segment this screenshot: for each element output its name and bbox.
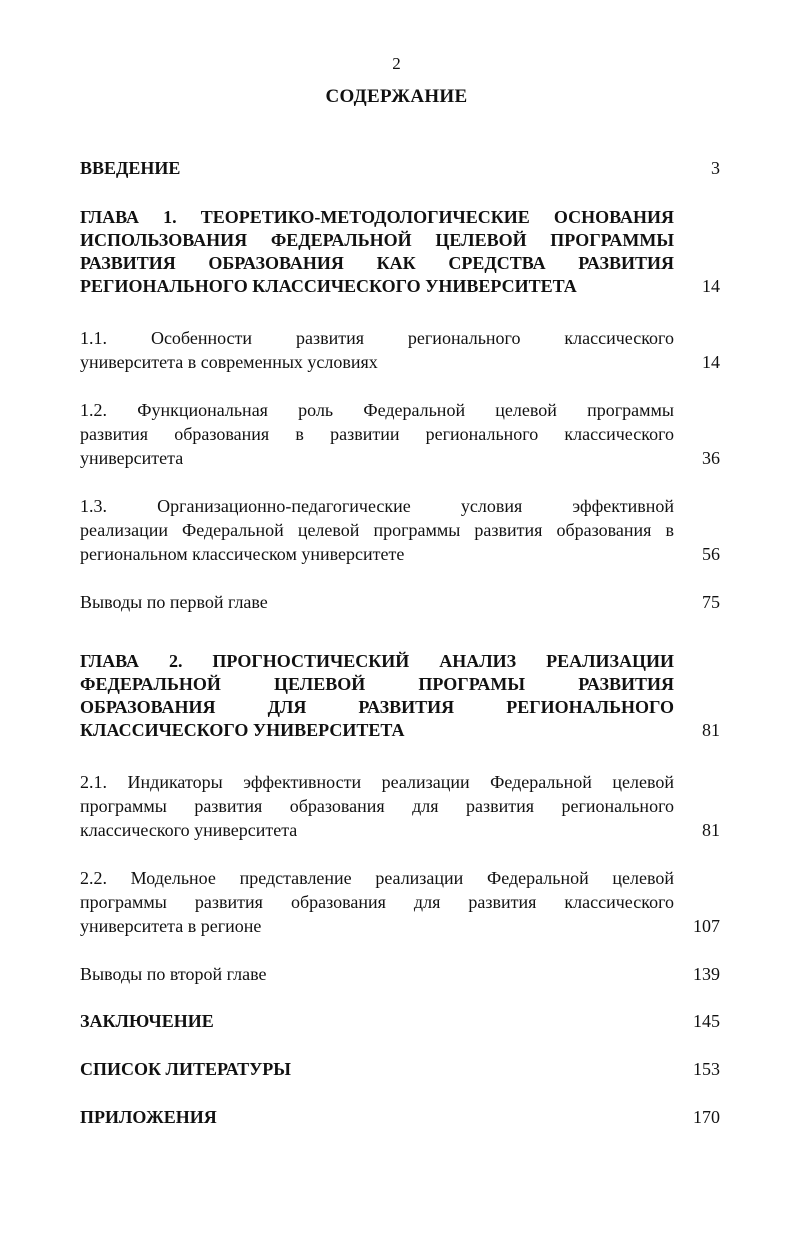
toc-entry-line: университета	[80, 448, 184, 468]
toc-page-number: 75	[702, 592, 720, 612]
toc-page-number: 36	[702, 448, 720, 468]
toc-entry-line: реализации Федеральной целевой программы развития образования в	[80, 520, 674, 540]
toc-entry-line: ИСПОЛЬЗОВАНИЯ ФЕДЕРАЛЬНОЙ ЦЕЛЕВОЙ ПРОГРАММЫ	[80, 230, 674, 250]
toc-entry-line: 2.1. Индикаторы эффективности реализации Федеральной целевой	[80, 772, 674, 792]
toc-entry-introduction	[80, 157, 720, 180]
toc-entry-line: программы развития образования для развития регионального	[80, 796, 674, 816]
toc-entry-line: региональном классическом университете	[80, 544, 405, 564]
toc-entry-line: 1.1. Особенности развития регионального классического	[80, 328, 674, 348]
toc-entry-line: КЛАССИЧЕСКОГО УНИВЕРСИТЕТА	[80, 720, 405, 740]
toc-entry-conclusion	[80, 1010, 720, 1033]
toc-entry-line: классического университета	[80, 820, 298, 840]
toc-entry-line: РЕГИОНАЛЬНОГО КЛАССИЧЕСКОГО УНИВЕРСИТЕТА	[80, 276, 577, 296]
toc-page-number: 139	[693, 964, 720, 984]
toc-entry-section-2-2	[80, 866, 720, 938]
toc-entry-line: ВВЕДЕНИЕ	[80, 158, 181, 178]
toc-page-number: 107	[693, 916, 720, 936]
toc-entry-line: университета в современных условиях	[80, 352, 378, 372]
toc-entry-section-1-2	[80, 398, 720, 470]
toc-entry-chapter-1	[80, 206, 720, 298]
page-number: 2	[392, 54, 401, 73]
toc-entry-line: университета в регионе	[80, 916, 262, 936]
page-title: СОДЕРЖАНИЕ	[325, 86, 468, 107]
toc-entry-appendices	[80, 1106, 720, 1129]
toc-page-number: 145	[693, 1011, 720, 1031]
toc-entry-conclusions-1	[80, 590, 720, 614]
toc-entry-line: развития образования в развитии регионального классического	[80, 424, 674, 444]
toc-entry-line: ФЕДЕРАЛЬНОЙ ЦЕЛЕВОЙ ПРОГРАМЫ РАЗВИТИЯ	[80, 674, 674, 694]
toc-entry-conclusions-2	[80, 962, 720, 986]
toc-entry-line: 2.2. Модельное представление реализации Федеральной целевой	[80, 868, 674, 888]
toc-page-number: 153	[693, 1059, 720, 1079]
toc-entry-line: программы развития образования для развития классического	[80, 892, 674, 912]
toc-entry-bibliography	[80, 1058, 720, 1081]
toc-page-number: 14	[702, 276, 720, 296]
toc-page-number: 81	[702, 720, 720, 740]
toc-entry-line: ГЛАВА 2. ПРОГНОСТИЧЕСКИЙ АНАЛИЗ РЕАЛИЗАЦИИ	[80, 651, 674, 671]
toc-entry-line: ГЛАВА 1. ТЕОРЕТИКО-МЕТОДОЛОГИЧЕСКИЕ ОСНОВАНИЯ	[80, 207, 674, 227]
toc-entry-section-2-1	[80, 770, 720, 842]
toc-entry-section-1-3	[80, 494, 720, 566]
toc-page-number: 170	[693, 1107, 720, 1127]
toc-entry-line: Выводы по второй главе	[80, 964, 267, 984]
toc-page-number: 3	[711, 158, 720, 178]
toc-entry-line: РАЗВИТИЯ ОБРАЗОВАНИЯ КАК СРЕДСТВА РАЗВИТИЯ	[80, 253, 674, 273]
toc-page-number: 81	[702, 820, 720, 840]
toc-entry-section-1-1	[80, 326, 720, 374]
toc-page-number: 14	[702, 352, 720, 372]
toc-entry-line: 1.3. Организационно-педагогические условия эффективной	[80, 496, 674, 516]
toc-entry-line: ОБРАЗОВАНИЯ ДЛЯ РАЗВИТИЯ РЕГИОНАЛЬНОГО	[80, 697, 674, 717]
toc-entry-line: Выводы по первой главе	[80, 592, 268, 612]
toc-page-number: 56	[702, 544, 720, 564]
toc-entry-chapter-2	[80, 650, 720, 742]
toc-entry-line: 1.2. Функциональная роль Федеральной целевой программы	[80, 400, 674, 420]
toc-entry-line: ЗАКЛЮЧЕНИЕ	[80, 1011, 214, 1031]
toc-entry-line: ПРИЛОЖЕНИЯ	[80, 1107, 217, 1127]
toc-entry-line: СПИСОК ЛИТЕРАТУРЫ	[80, 1059, 291, 1079]
